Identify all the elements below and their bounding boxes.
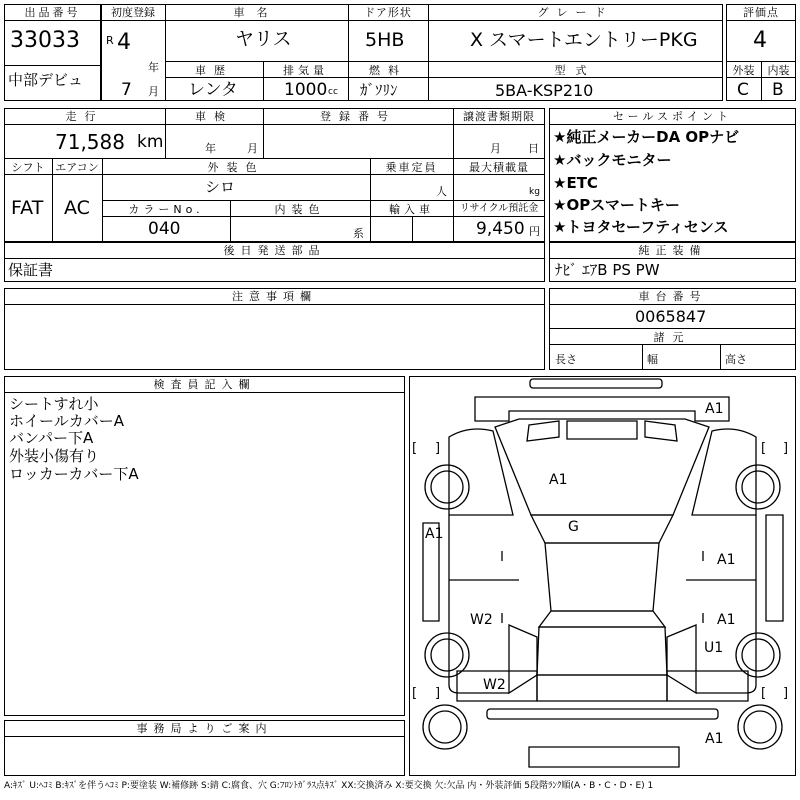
mileage-unit: km <box>137 132 164 152</box>
genuine-equipment-label: 純正装備 <box>638 244 707 257</box>
windshield-shape <box>531 515 673 543</box>
svg-text:]: ] <box>435 441 441 456</box>
registration-year: 4 <box>117 30 131 55</box>
inspector-label: 検査員記入欄 <box>153 378 256 391</box>
inspector-note: シートすれ小 <box>9 395 99 413</box>
specs-label: 諸元 <box>653 331 692 344</box>
svg-text:[: [ <box>761 441 767 456</box>
mileage: 71,588 <box>55 130 125 154</box>
rear-bumper-shape <box>487 709 718 719</box>
fuel-label: 燃料 <box>369 64 407 77</box>
sales-point-item: ★OPスマートキー <box>553 196 680 214</box>
svg-text:[: [ <box>412 441 418 456</box>
capacity-unit: 人 <box>436 185 447 198</box>
detail-box <box>4 108 545 242</box>
shift-label: シフト <box>11 161 45 174</box>
exterior-grade: C <box>737 80 749 100</box>
sales-point-item: ★トヨタセーフティセンス <box>553 218 729 236</box>
shift: FAT <box>11 197 44 219</box>
height-label: 高さ <box>725 353 747 366</box>
inspector-note: ホイールカバーA <box>9 412 124 430</box>
mark-front-bumper: A1 <box>705 401 724 417</box>
fuel-type: ｶﾞｿﾘﾝ <box>360 81 398 99</box>
era-mark: R <box>106 34 114 47</box>
rear-panel-shape <box>529 747 679 767</box>
mark-right-front-door: A1 <box>717 552 736 568</box>
interior-color-label: 内装色 <box>274 203 326 216</box>
history-label: 車歴 <box>195 64 233 77</box>
max-load-label: 最大積載量 <box>469 161 529 174</box>
grade-label: グレード <box>537 6 614 19</box>
displacement-label: 排気量 <box>283 64 328 77</box>
sales-point-item: ★ETC <box>553 174 598 192</box>
score: 4 <box>753 28 767 53</box>
sales-point-item: ★バックモニター <box>553 151 672 169</box>
length-label: 長さ <box>555 353 577 366</box>
registration-month: 7 <box>121 80 132 100</box>
notes-label: 注意事項欄 <box>232 290 317 303</box>
svg-text:]: ] <box>783 441 789 456</box>
month-unit: 月 <box>148 85 159 98</box>
color-number: 040 <box>148 219 181 239</box>
displacement: 1000 <box>284 80 328 100</box>
width-label: 幅 <box>647 353 658 366</box>
model-code: 5BA-KSP210 <box>495 81 594 100</box>
model-code-label: 型式 <box>554 64 597 77</box>
transfer-day-unit: 日 <box>528 142 539 155</box>
exterior-grade-label: 外装 <box>732 64 755 77</box>
recycle-deposit-label: リサイクル預託金 <box>459 203 539 214</box>
sales-points-label: セールスポイント <box>612 110 732 123</box>
front-panel-shape <box>475 397 729 421</box>
mark-right-quarter: U1 <box>704 640 724 656</box>
transfer-deadline-label: 譲渡書類期限 <box>463 110 535 123</box>
lot-number: 33033 <box>10 28 80 53</box>
mark-right-rear-door: A1 <box>717 612 736 628</box>
mark-hood: A1 <box>549 472 568 488</box>
recycle-unit: 円 <box>529 225 540 238</box>
svg-text:]: ] <box>783 686 789 701</box>
mileage-label: 走行 <box>65 110 104 123</box>
interior-grade: B <box>772 80 784 100</box>
mark-left-fender: A1 <box>425 526 444 542</box>
capacity-label: 乗車定員 <box>385 161 438 174</box>
inspection-month-unit: 月 <box>247 142 258 155</box>
inspection-label: 車検 <box>195 110 233 123</box>
score-label: 評価点 <box>743 6 779 19</box>
car-damage-diagram <box>409 375 796 775</box>
right-side-panel-shape <box>766 515 783 621</box>
grade: X スマートエントリーPKG <box>470 29 698 51</box>
year-unit: 年 <box>148 61 159 74</box>
interior-grade-label: 内装 <box>767 64 790 77</box>
mark-trunk: W2 <box>483 677 506 693</box>
inspector-note: ロッカーカバー下A <box>9 465 139 483</box>
door-type: 5HB <box>365 29 405 51</box>
trunk-shape <box>537 675 667 701</box>
registration-number-label: 登録番号 <box>320 110 396 123</box>
chassis-number: 0065847 <box>635 307 707 326</box>
legend-text: A:ｷｽﾞ U:ﾍｺﾐ B:ｷｽﾞを伴うﾍｺﾐ P:要塗装 W:補修跡 S:錆 C:腐食、穴 G:ﾌﾛﾝﾄｶﾞﾗｽ点ｷｽﾞ XX:交換済み X:要交換 欠:欠品 内・外装評価 5段階ﾗﾝｸ順(A・B・C・D・E) 1 <box>4 781 654 791</box>
air-conditioner-label: エアコン <box>55 161 99 174</box>
mark-left-rear-door: W2 <box>470 612 493 628</box>
office-label: 事務局よりご案内 <box>136 722 273 735</box>
mark-rear-bumper: A1 <box>705 731 724 747</box>
recycle-deposit: 9,450 <box>476 219 525 239</box>
front-bumper-shape <box>530 379 662 388</box>
svg-text:]: ] <box>435 686 441 701</box>
mark-windshield: G <box>568 519 579 535</box>
transfer-month-unit: 月 <box>490 142 501 155</box>
roof-shape <box>545 543 659 611</box>
genuine-equipment-value: ﾅﾋﾞ ｴｱB PS PW <box>555 261 660 279</box>
exterior-color: シロ <box>205 178 236 196</box>
door-type-label: ドア形状 <box>364 6 412 19</box>
max-load-unit: kg <box>529 187 540 197</box>
air-conditioner: AC <box>64 197 90 219</box>
later-parts-value: 保証書 <box>8 261 54 279</box>
rear-glass-shape <box>539 611 665 627</box>
inspector-note: 外装小傷有り <box>9 447 100 465</box>
venue-name: 中部デビュ <box>8 71 84 89</box>
interior-color-unit: 系 <box>353 227 364 240</box>
inspection-year-unit: 年 <box>205 142 216 155</box>
later-parts-label: 後日発送部品 <box>223 244 326 257</box>
color-number-label: カラーNo. <box>128 203 204 216</box>
first-registration-label: 初度登録 <box>111 6 155 19</box>
vehicle-history: レンタ <box>188 80 238 100</box>
sales-point-item: ★純正メーカーDA OPナビ <box>553 128 740 146</box>
lot-number-label: 出品番号 <box>24 6 81 19</box>
exterior-color-label: 外装色 <box>207 161 265 174</box>
displacement-unit: cc <box>328 87 338 97</box>
svg-text:[: [ <box>412 686 418 701</box>
car-name-label: 車名 <box>233 6 280 19</box>
inspector-note: バンパー下A <box>9 429 94 447</box>
chassis-number-label: 車台番号 <box>638 290 707 303</box>
car-name: ヤリス <box>235 28 292 50</box>
hood-shape <box>495 419 709 515</box>
import-label: 輸入車 <box>389 203 434 216</box>
svg-text:[: [ <box>761 686 767 701</box>
